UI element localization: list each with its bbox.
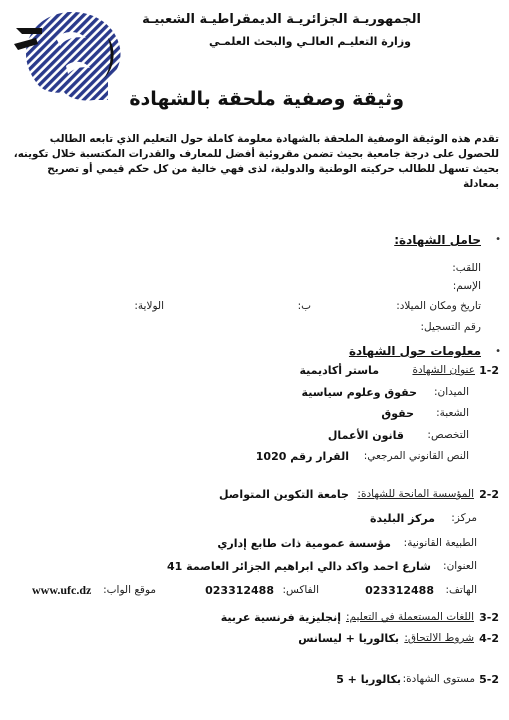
registration-label: رقم التسجيل: (420, 321, 481, 333)
center-label: مركز: (451, 512, 477, 524)
institution-label: المؤسسة المانحة للشهادة: (357, 488, 474, 500)
branch-label: الشعبة: (436, 407, 469, 419)
holder-heading: حامل الشهادة: (394, 233, 481, 247)
intro-paragraph: تقدم هذه الوثيقة الوصفية الملحقة بالشهادة معلومة كاملة حول التعليم الذي تابعه الطالب للحصول على درجة جامعية بحيث تضمن مقروئية أفضل للمعارف والقدرات المكتسبة خلال تكوينه، بحيث تسهل للطالب حركيته الوطنية والدولية، لذى فهي خالية من كل حكم قيمي أو تصريح بمعادلة (13, 133, 499, 190)
fax-label: الفاكس: (282, 584, 319, 596)
field-value: حقوق وعلوم سياسية (301, 386, 417, 399)
section-number-5: 5-2 (479, 673, 499, 686)
republic-name: الجمهوريـة الجزائريـة الديمقراطيـة الشعبيـة (142, 12, 421, 27)
access-conditions-value: بكالوريا + ليسانس (298, 632, 399, 645)
field-label: الميدان: (433, 386, 469, 398)
ministry-name: وزارة التعليـم العالـي والبحث العلمـي (209, 35, 411, 48)
bullet-cert: • (495, 346, 501, 357)
cert-heading: معلومات حول الشهادة (348, 344, 481, 358)
branch-value: حقوق (381, 407, 414, 420)
legal-text-value: القرار رقم 1020 (255, 450, 349, 463)
specialty-label: التخصص: (427, 429, 469, 441)
birth-label: تاريخ ومكان الميلاد: (396, 300, 481, 312)
university-logo (12, 8, 124, 103)
document-title: وثيقة وصفية ملحقة بالشهادة (129, 88, 404, 110)
level-label: مستوى الشهادة: (402, 673, 475, 685)
website-link[interactable]: www.ufc.dz (32, 583, 92, 597)
address-label: العنوان: (443, 560, 477, 572)
firstname-label: الإسم: (452, 280, 481, 292)
phone-value: 023312488 (365, 584, 434, 597)
birth-place-label: ب: (297, 300, 311, 312)
phone-label: الهاتف: (445, 584, 477, 596)
institution-value: جامعة التكوين المتواصل (218, 488, 349, 501)
level-value: بكالوريا + 5 (336, 673, 401, 686)
legal-nature-label: الطبيعة القانونية: (403, 537, 477, 549)
bullet-holder: • (495, 234, 501, 245)
section-number-2: 2-2 (479, 488, 499, 501)
specialty-value: قانون الأعمال (327, 429, 404, 442)
section-number-3: 3-2 (479, 611, 499, 624)
languages-value: إنجليزية فرنسية عربية (220, 611, 341, 624)
surname-label: اللقب: (452, 262, 481, 274)
cert-title-label: عنوان الشهادة (412, 364, 475, 376)
fax-value: 023312488 (205, 584, 274, 597)
cert-title-value: ماستر أكاديمية (299, 364, 379, 377)
website-label: موقع الواب: (103, 584, 156, 596)
center-value: مركز البليدة (370, 512, 435, 525)
wilaya-label: الولاية: (134, 300, 164, 312)
section-number-1: 1-2 (479, 364, 499, 377)
languages-label: اللغات المستعملة في التعليم: (345, 611, 474, 623)
section-number-4: 4-2 (479, 632, 499, 645)
legal-text-label: النص القانوني المرجعي: (363, 450, 469, 462)
access-conditions-label: شروط الالتحاق: (404, 632, 474, 644)
address-value: شارع احمد واكد دالي ابراهيم الجزائر العاصمة 41 (167, 560, 431, 573)
legal-nature-value: مؤسسة عمومية ذات طابع إداري (217, 537, 391, 550)
